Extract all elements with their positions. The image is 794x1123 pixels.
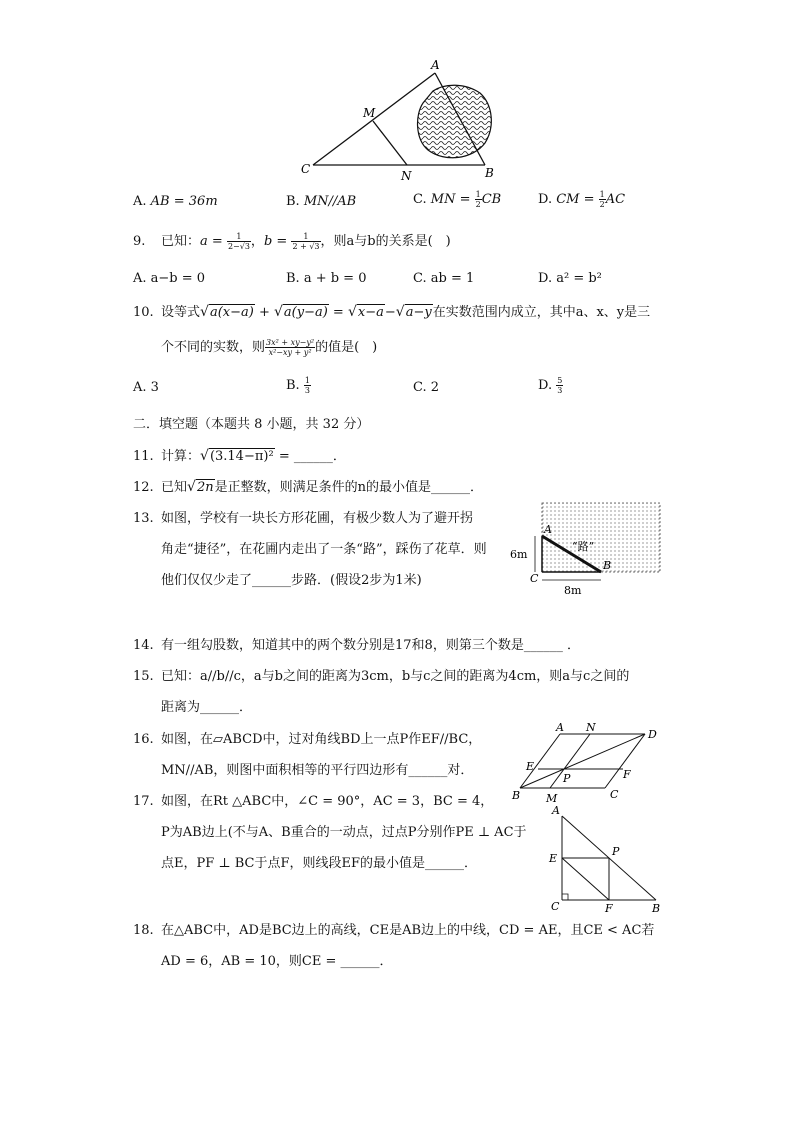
question-15-line2: 距离为______．: [161, 700, 253, 715]
option-letter: A.: [133, 194, 147, 209]
fraction: $\frac{1}{2}$: [599, 190, 605, 209]
question-17-line1: [133, 793, 493, 811]
q9-option-A: A. a−b = 0: [133, 271, 206, 286]
label-C: C: [610, 788, 619, 801]
question-text: 的值是( ): [315, 340, 378, 355]
question-18-line2: AD = 6，AB = 10，则CE = ______．: [161, 954, 393, 969]
question-17-line2: P为AB边上(不与A、B重合的一动点，过点P分别作PE ⊥ AC于: [161, 825, 527, 840]
fraction: $\frac{\text{3x² + xy−y²}}{\text{x²−xy + y²}}$: [266, 338, 315, 357]
label-F: F: [605, 902, 613, 915]
option-letter: B.: [286, 194, 300, 209]
radical: a−y: [405, 305, 432, 320]
label-C: C: [530, 572, 539, 585]
label-6m: 6m: [510, 548, 528, 561]
question-number: 15.: [133, 669, 154, 684]
question-number: 16.: [133, 732, 154, 747]
label-N: N: [401, 169, 412, 183]
label-B: B: [512, 789, 521, 802]
label-P: P: [563, 772, 571, 785]
question-16-line2: MN//AB，则图中面积相等的平行四边形有______对．: [161, 763, 474, 778]
option-text: MN//AB: [303, 194, 357, 209]
q9-option-B: B. a + b = 0: [286, 271, 367, 286]
label-B: B: [603, 559, 612, 572]
question-text: = ______．: [274, 449, 346, 464]
question-13-line1: [133, 510, 473, 528]
question-text: 计算：: [161, 449, 201, 464]
option-text: AB = 36m: [150, 194, 218, 209]
question-number: 13.: [133, 511, 154, 526]
question-text: 在△ABC中，AD是BC边上的高线，CE是AB边上的中线，CD = AE，且CE < AC若: [161, 923, 655, 938]
label-E: E: [549, 852, 558, 865]
radical: (3.14−π)²: [209, 449, 274, 464]
question-text: 已知: [161, 480, 188, 495]
q8-option-D: [538, 190, 625, 209]
label-C: C: [551, 900, 560, 913]
label-D: D: [648, 728, 657, 741]
question-text: 有一组勾股数，知道其中的两个数分别是17和8，则第三个数是______ ．: [161, 638, 580, 653]
math: =: [328, 305, 348, 320]
question-13-line2: 角走“捷径”，在花圃内走出了一条“路”，踩伤了花草．则: [161, 542, 487, 557]
question-10-line2: [161, 338, 377, 357]
question-text: 如图，在▱ABCD中，过对角线BD上一点P作EF//BC，: [161, 732, 482, 747]
q10-option-D: D. $\frac{5}{3}$: [538, 376, 563, 395]
q9-option-D: D. a² = b²: [538, 271, 602, 286]
label-F: F: [623, 768, 631, 781]
question-number: 18.: [133, 923, 154, 938]
label-A: A: [556, 721, 564, 734]
math: a =: [200, 234, 223, 249]
q9-option-C: C. ab = 1: [413, 271, 475, 286]
right-triangle-figure: [540, 804, 664, 916]
fraction: $\frac{1}{2 + √3}$: [292, 232, 320, 251]
math: −: [384, 305, 396, 320]
q8-option-C: [413, 190, 501, 209]
question-text: 如图，在Rt △ABC中，∠C = 90°，AC = 3，BC = 4，: [161, 794, 494, 809]
question-number: 9.: [133, 234, 146, 249]
option-text: CM =: [556, 192, 595, 207]
label-M: M: [363, 106, 376, 120]
question-10-line1: 10. 设等式√a(x−a) + √a(y−a) = √x−a−√a−y在实数范围内成立，其中a、x、y是三: [133, 304, 651, 320]
radical: 2n: [196, 480, 214, 495]
option-letter: D.: [538, 192, 553, 207]
math: +: [254, 305, 274, 320]
q10-option-C: C. 2: [413, 380, 440, 395]
option-text: MN =: [430, 192, 471, 207]
question-number: 14.: [133, 638, 154, 653]
question-text: 已知：: [161, 234, 201, 249]
q10-option-B: B. $\frac{1}{3}$: [286, 376, 310, 395]
garden-figure: [506, 498, 666, 600]
parallelogram-figure: [508, 720, 664, 806]
question-text: 如图，学校有一块长方形花圃，有极少数人为了避开拐: [161, 511, 474, 526]
question-text: ，: [250, 234, 264, 249]
radical: x−a: [357, 305, 384, 320]
option-text: AC: [605, 192, 626, 207]
question-17-line3: 点E，PF ⊥ BC于点F，则线段EF的最小值是______．: [161, 856, 478, 871]
question-number: 17.: [133, 794, 154, 809]
fraction: $\frac{1}{3}$: [304, 376, 310, 395]
question-18-line1: [133, 922, 654, 940]
option-text: CB: [481, 192, 502, 207]
fraction: $\frac{1}{2-√3}$: [227, 232, 250, 251]
q10-option-A: A. 3: [133, 380, 159, 395]
section-heading: 二．填空题（本题共 8 小题，共 32 分）: [133, 417, 370, 432]
fraction: $\frac{5}{3}$: [557, 376, 563, 395]
radical: a(y−a): [283, 305, 328, 320]
question-text: 个不同的实数，则: [161, 340, 266, 355]
lake-shape: [418, 85, 492, 158]
label-N: N: [586, 721, 596, 734]
question-text: 设等式: [161, 305, 201, 320]
label-A: A: [552, 804, 560, 817]
label-B: B: [485, 166, 494, 180]
label-C: C: [301, 162, 311, 176]
question-text: 已知：a//b//c，a与b之间的距离为3cm，b与c之间的距离为4cm，则a与c之间的: [161, 669, 630, 684]
radical: a(x−a): [209, 305, 254, 320]
question-number: 12.: [133, 480, 154, 495]
label-A: A: [544, 523, 552, 536]
question-text: 在实数范围内成立，其中a、x、y是三: [432, 305, 651, 320]
fraction: $\frac{1}{2}$: [475, 190, 481, 209]
label-B: B: [652, 902, 661, 915]
option-letter: C.: [413, 192, 427, 207]
question-13-line3: 他们仅仅少走了______步路．(假设2步为1米): [161, 573, 422, 588]
question-16-line1: [133, 731, 481, 749]
question-11: 11. 计算：√(3.14−π)² = ______．: [133, 448, 346, 464]
question-number: 11.: [133, 449, 154, 464]
question-15-line1: [133, 668, 629, 686]
label-8m: 8m: [564, 584, 582, 597]
question-text: ，则a与b的关系是( ): [320, 234, 451, 249]
q8-option-A: [133, 194, 218, 209]
label-road: “路”: [572, 540, 595, 553]
question-number: 10.: [133, 305, 154, 320]
label-M: M: [546, 792, 558, 805]
label-A: A: [431, 58, 440, 72]
question-12: 12. 已知√2n是正整数，则满足条件的n的最小值是______．: [133, 479, 483, 495]
question-14: [133, 637, 580, 655]
label-P: P: [612, 845, 620, 858]
q8-option-B: [286, 194, 356, 209]
triangle-lake-figure: [295, 55, 505, 185]
label-E: E: [526, 760, 535, 773]
math: b =: [263, 234, 288, 249]
question-text: 是正整数，则满足条件的n的最小值是______．: [214, 480, 483, 495]
question-9: [133, 232, 451, 251]
